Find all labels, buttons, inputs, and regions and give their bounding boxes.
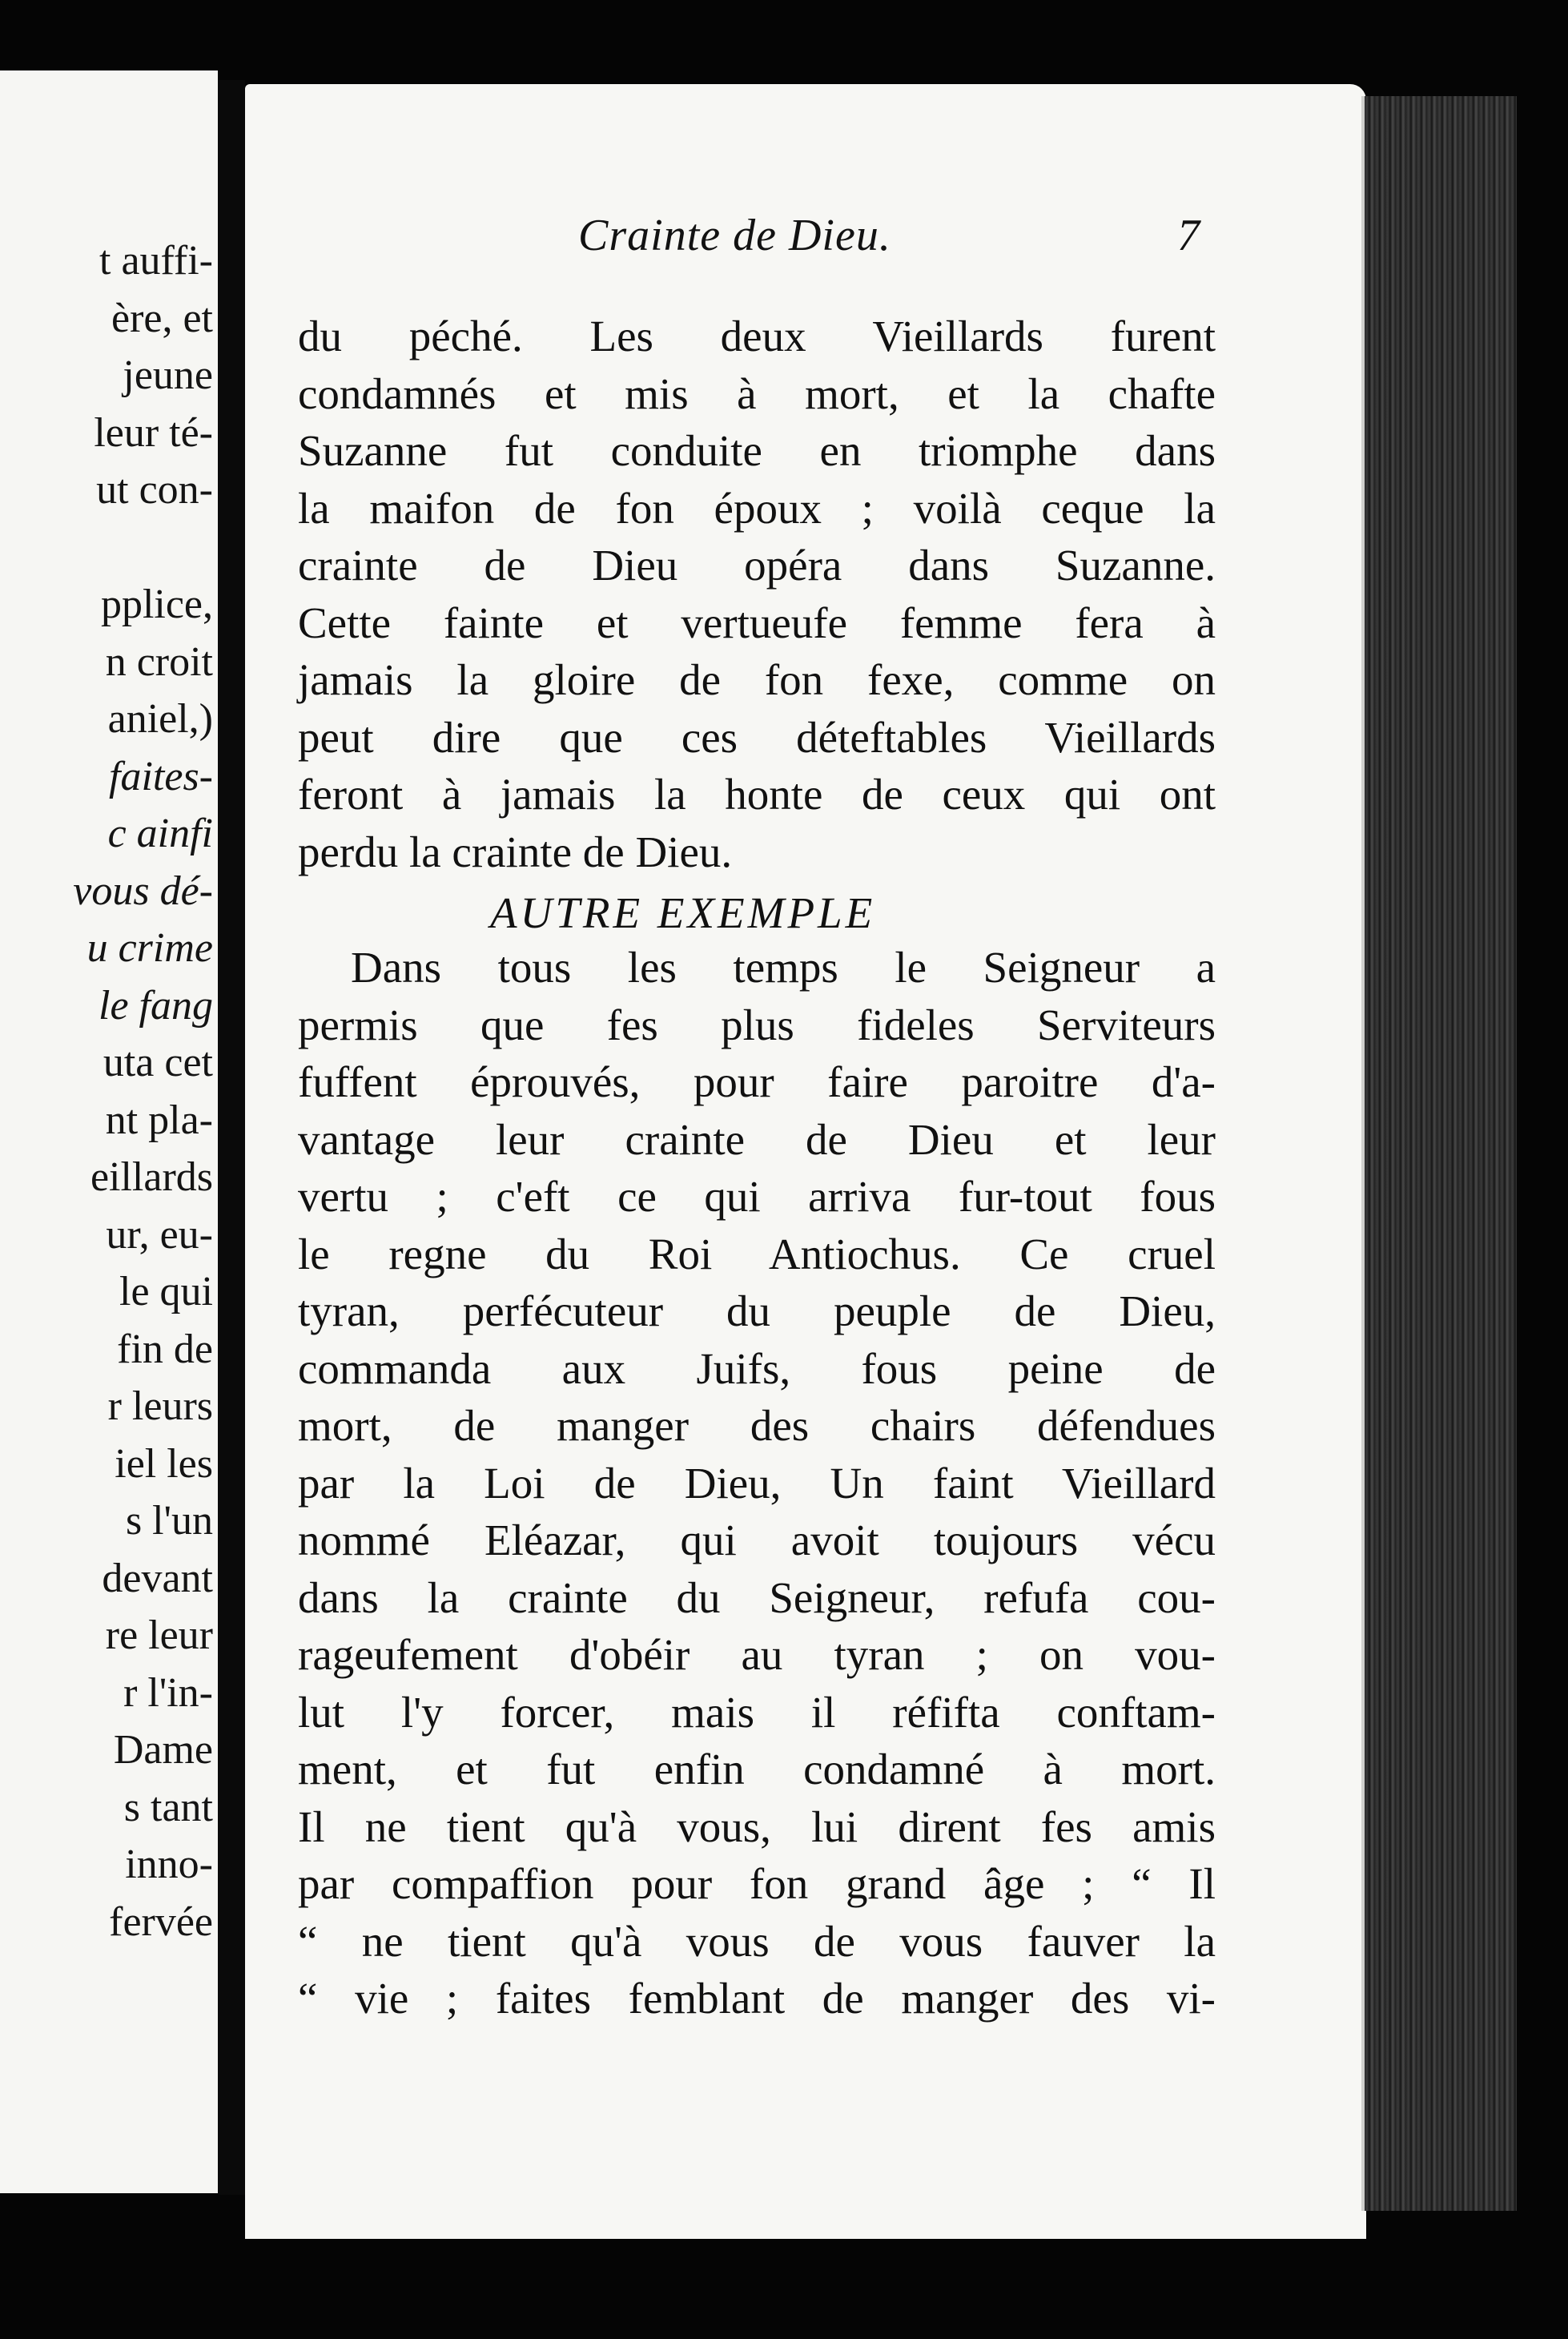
- text-line: du péché. Les deux Vieillards furent: [298, 312, 1216, 360]
- text-line: Il ne tient qu'à vous, lui dirent fes amis: [298, 1802, 1216, 1851]
- left-text-line: nt pla-: [105, 1097, 213, 1143]
- left-text-line: leur té-: [94, 409, 213, 456]
- text-line: par compaffion pour fon grand âge ; “ Il: [298, 1859, 1216, 1908]
- text-line: condamnés et mis à mort, et la chafte: [298, 368, 1216, 418]
- left-text-line: t auffi-: [99, 238, 213, 284]
- text-line: Cette fainte et vertueufe femme fera à: [298, 598, 1216, 647]
- left-text-line: jeune: [123, 352, 213, 398]
- text-line: la maifon de fon époux ; voilà ceque la: [298, 483, 1216, 533]
- text-line: ment, et fut enfin condamné à mort.: [298, 1745, 1216, 1794]
- left-text-line: u crime: [86, 925, 213, 971]
- text-line: mort, de manger des chairs défendues: [298, 1401, 1216, 1450]
- text-line: Suzanne fut conduite en triomphe dans: [298, 426, 1216, 475]
- left-text-line: n croit: [105, 638, 213, 685]
- left-text-line: devant: [102, 1555, 213, 1601]
- text-line: vertu ; c'eft ce qui arriva fur-tout fous: [298, 1172, 1216, 1221]
- text-line: jamais la gloire de fon fexe, comme on: [298, 655, 1216, 704]
- text-line: rageufement d'obéir au tyran ; on vou-: [298, 1630, 1216, 1679]
- left-text-line: eillards: [90, 1154, 213, 1200]
- text-line: lut l'y forcer, mais il réfifta conftam-: [298, 1687, 1216, 1737]
- section-heading: AUTRE EXEMPLE: [490, 888, 876, 937]
- text-line: nommé Eléazar, qui avoit toujours vécu: [298, 1516, 1216, 1564]
- left-text-line: inno-: [125, 1842, 213, 1887]
- left-text-line: vous dé-: [73, 868, 213, 914]
- left-text-line: aniel,): [107, 696, 213, 742]
- text-line: commanda aux Juifs, fous peine de: [298, 1343, 1216, 1393]
- left-text-line: r l'in-: [123, 1669, 213, 1716]
- left-text-line: le fang: [99, 982, 213, 1029]
- text-line: peut dire que ces déteftables Vieillards: [298, 712, 1216, 762]
- text-line: fuffent éprouvés, pour faire paroitre d'a-: [298, 1057, 1216, 1106]
- text-line: feront à jamais la honte de ceux qui ont: [298, 770, 1216, 819]
- text-line: Dans tous les temps le Seigneur a: [351, 943, 1216, 992]
- left-text-line: uta cet: [103, 1040, 213, 1085]
- left-text-line: iel les: [115, 1440, 213, 1487]
- text-line: “ vie ; faites femblant de manger des vi-: [298, 1974, 1216, 2023]
- text-line: crainte de Dieu opéra dans Suzanne.: [298, 541, 1216, 590]
- left-text-line: r leurs: [107, 1383, 213, 1429]
- text-line: permis que fes plus fideles Serviteurs: [298, 1000, 1216, 1049]
- page-number: 7: [1177, 211, 1200, 260]
- text-line: le regne du Roi Antiochus. Ce cruel: [298, 1229, 1216, 1278]
- left-text-line: pplice,: [100, 582, 213, 627]
- left-text-line: fin de: [117, 1326, 213, 1372]
- text-line: dans la crainte du Seigneur, refufa cou-: [298, 1572, 1216, 1622]
- text-line: perdu la crainte de Dieu.: [298, 827, 733, 876]
- book-gutter: [218, 80, 245, 2195]
- left-text-line: s l'un: [125, 1498, 213, 1544]
- left-facing-page: [0, 70, 218, 2193]
- left-text-line: fervée: [109, 1898, 213, 1945]
- left-text-line: ur, eu-: [106, 1211, 213, 1258]
- left-text-line: faites-: [109, 753, 213, 799]
- left-text-line: ut con-: [96, 467, 213, 513]
- text-line: par la Loi de Dieu, Un faint Vieillard: [298, 1458, 1216, 1508]
- left-text-line: Dame: [113, 1727, 213, 1773]
- text-line: “ ne tient qu'à vous de vous fauver la: [298, 1916, 1216, 1966]
- left-text-line: le qui: [119, 1269, 213, 1314]
- running-head: Crainte de Dieu.: [578, 211, 891, 260]
- left-text-line: c ainfi: [107, 811, 213, 856]
- text-line: tyran, perfécuteur du peuple de Dieu,: [298, 1286, 1216, 1335]
- left-text-line: re leur: [105, 1612, 213, 1658]
- left-text-line: ère, et: [111, 295, 213, 341]
- page-fore-edge: [1361, 96, 1517, 2211]
- text-line: vantage leur crainte de Dieu et leur: [298, 1114, 1216, 1164]
- left-text-line: s tant: [123, 1784, 213, 1830]
